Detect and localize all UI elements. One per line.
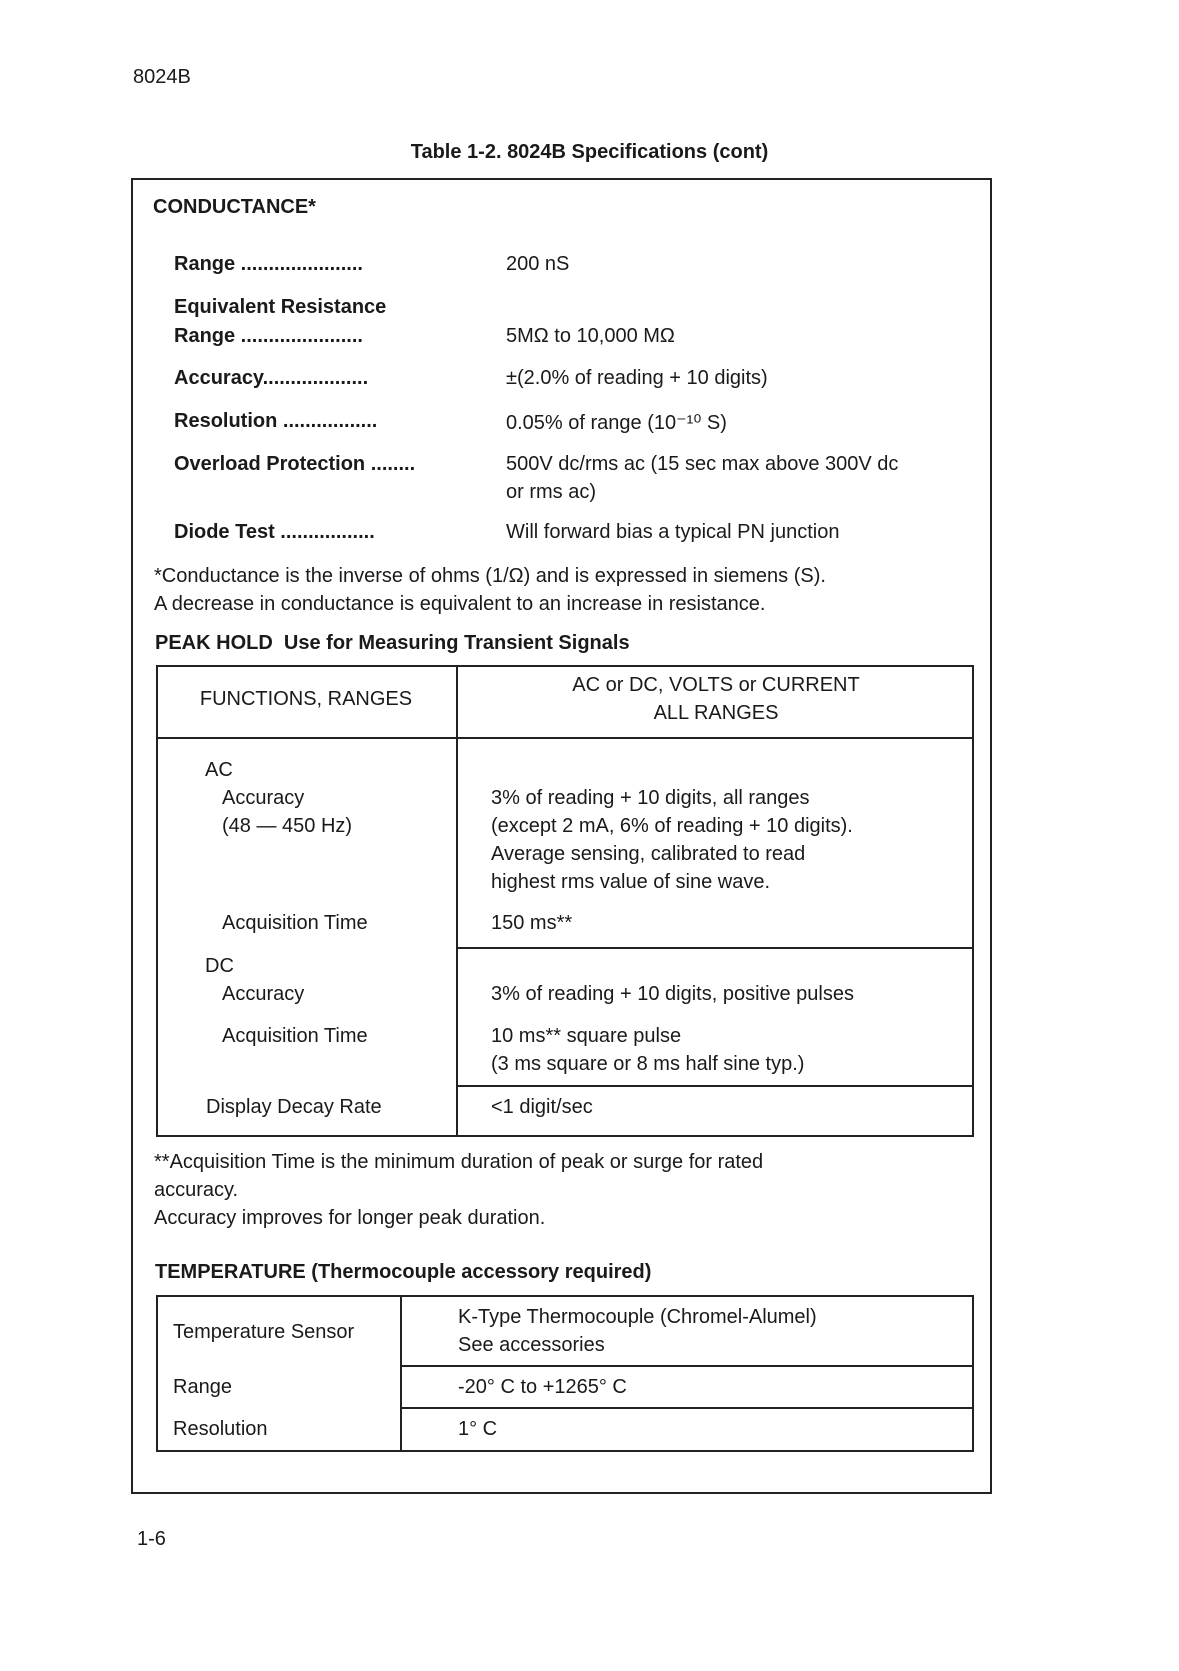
peak-hold-decay-label: Display Decay Rate <box>206 1096 382 1118</box>
peak-hold-col2-header-1: AC or DC, VOLTS or CURRENT <box>572 674 860 696</box>
peak-hold-dc-acq-1: 10 ms** square pulse <box>491 1025 682 1047</box>
conductance-heading: CONDUCTANCE* <box>153 196 316 218</box>
spec-value-overload: 500V dc/rms ac (15 sec max above 300V dc <box>506 453 899 475</box>
peak-hold-footnote-3: Accuracy improves for longer peak duration. <box>154 1207 546 1229</box>
peak-hold-col1-header: FUNCTIONS, RANGES <box>199 688 413 710</box>
conductance-footnote-1: *Conductance is the inverse of ohms (1/Ω) and is expressed in siemens (S). <box>154 565 826 587</box>
peak-hold-subtitle: Use for Measuring Transient Signals <box>283 632 630 654</box>
peak-hold-dc-accuracy-label: Accuracy <box>222 983 305 1005</box>
temperature-sensor-value-2: See accessories <box>458 1334 605 1356</box>
peak-hold-ac-dc-divider <box>456 947 974 949</box>
peak-hold-decay-value: <1 digit/sec <box>491 1096 593 1118</box>
conductance-footnote-2: A decrease in conductance is equivalent to an increase in resistance. <box>154 593 766 615</box>
peak-hold-footnote-2: accuracy. <box>154 1179 239 1201</box>
temperature-range-label: Range <box>173 1376 232 1398</box>
peak-hold-ac-accuracy-1: 3% of reading + 10 digits, all ranges <box>491 787 810 809</box>
spec-value-accuracy: ±(2.0% of reading + 10 digits) <box>506 367 768 389</box>
spec-label-accuracy: Accuracy................... <box>174 367 369 389</box>
model-number: 8024B <box>133 66 191 88</box>
temperature-resolution-label: Resolution <box>173 1418 268 1440</box>
peak-hold-ac-accuracy-4: highest rms value of sine wave. <box>491 871 771 893</box>
spec-value-resolution: 0.05% of range (10⁻¹⁰ S) <box>506 412 727 434</box>
peak-hold-dc-accuracy-value: 3% of reading + 10 digits, positive pulses <box>491 983 854 1005</box>
spec-label-resolution: Resolution ................. <box>174 410 378 432</box>
table-caption: Table 1-2. 8024B Specifications (cont) <box>410 141 769 163</box>
peak-hold-decay-divider <box>456 1085 974 1087</box>
spec-label-overload: Overload Protection ........ <box>174 453 416 475</box>
temperature-range-value: -20° C to +1265° C <box>458 1376 627 1398</box>
peak-hold-dc-acq-label: Acquisition Time <box>222 1025 368 1047</box>
peak-hold-ac-freq-label: (48 — 450 Hz) <box>222 815 353 837</box>
peak-hold-ac-acq-label: Acquisition Time <box>222 912 368 934</box>
peak-hold-col-divider <box>456 665 458 1137</box>
temperature-col-divider <box>400 1295 402 1452</box>
temperature-heading: TEMPERATURE (Thermocouple accessory required) <box>155 1261 652 1283</box>
temperature-sensor-label: Temperature Sensor <box>173 1321 355 1343</box>
peak-hold-heading <box>155 632 630 655</box>
peak-hold-footnote-1: **Acquisition Time is the minimum duration of peak or surge for rated <box>154 1151 764 1173</box>
peak-hold-header-divider <box>156 737 974 739</box>
spec-label-diode: Diode Test ................. <box>174 521 375 543</box>
spec-value-eq-range: 5MΩ to 10,000 MΩ <box>506 325 675 347</box>
temperature-resolution-value: 1° C <box>458 1418 498 1440</box>
spec-label-eq-range: Range ...................... <box>174 325 363 347</box>
page-number: 1-6 <box>137 1528 166 1550</box>
peak-hold-ac-accuracy-3: Average sensing, calibrated to read <box>491 843 806 865</box>
peak-hold-ac-acq-value: 150 ms** <box>491 912 573 934</box>
peak-hold-dc-acq-2: (3 ms square or 8 ms half sine typ.) <box>491 1053 805 1075</box>
spec-label-equivalent-resistance: Equivalent Resistance <box>174 296 387 318</box>
spec-label-range: Range ...................... <box>174 253 363 275</box>
temperature-row-divider-2 <box>400 1407 974 1409</box>
temperature-sensor-value-1: K-Type Thermocouple (Chromel-Alumel) <box>458 1306 817 1328</box>
peak-hold-title: PEAK HOLD <box>155 632 273 654</box>
spec-value-range: 200 nS <box>506 253 570 275</box>
peak-hold-ac-accuracy-label: Accuracy <box>222 787 305 809</box>
peak-hold-ac-label: AC <box>205 759 233 781</box>
spec-value-overload-cont: or rms ac) <box>506 481 596 503</box>
peak-hold-ac-accuracy-2: (except 2 mA, 6% of reading + 10 digits). <box>491 815 853 837</box>
temperature-row-divider-1 <box>400 1365 974 1367</box>
peak-hold-dc-label: DC <box>205 955 234 977</box>
spec-value-diode: Will forward bias a typical PN junction <box>506 521 840 543</box>
peak-hold-col2-header-2: ALL RANGES <box>653 702 779 724</box>
